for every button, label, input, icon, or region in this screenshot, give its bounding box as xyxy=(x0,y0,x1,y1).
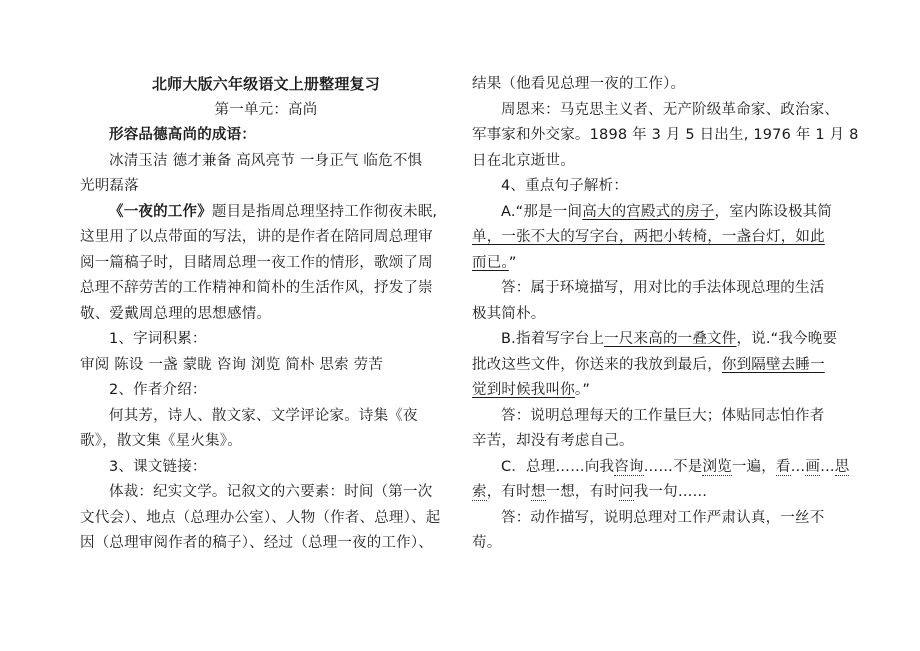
link-heading: 3、课文链接： xyxy=(109,458,207,475)
text-run: … xyxy=(790,458,806,475)
text-run: 一想，有时 xyxy=(545,484,620,500)
author-line: 何其芳，诗人、散文家、文学评论家。诗集《夜 xyxy=(109,407,418,424)
underlined-text: 单，一张不大的写字台，两把小转椅，一盏台灯，如此 xyxy=(472,229,825,245)
lesson-summary-text: 题目是指周总理坚持工作彻夜未眠, xyxy=(211,203,438,220)
dotted-text: 浏览 xyxy=(702,458,732,475)
underlined-text: 而已。 xyxy=(472,254,509,271)
sentence-b-line xyxy=(472,327,844,353)
answer-b-line: 答：说明总理每天的工作量巨大；体贴同志怕作者 xyxy=(501,407,825,424)
sentence-c-line xyxy=(472,480,844,506)
unit-heading: 第一单元：高尚 xyxy=(214,101,318,118)
answer-a-line: 极其简朴。 xyxy=(472,305,546,322)
dotted-text: 画 xyxy=(805,458,821,475)
right-column xyxy=(472,72,859,557)
sentence-b-line xyxy=(472,378,844,404)
sentence-analysis-heading: 4、重点句子解析： xyxy=(501,178,629,194)
text-run: B.指着写字台上 xyxy=(501,331,605,347)
sentence-a-line xyxy=(472,225,844,251)
lesson-summary-line: 这里用了以点带面的写法，讲的是作者在陪同周总理审 xyxy=(80,229,433,245)
dotted-text: 索 xyxy=(472,484,487,500)
left-column xyxy=(80,72,452,557)
lesson-summary-line: 阅一篇稿子时，目睹周总理一夜工作的情形，歌颂了周 xyxy=(80,254,433,271)
text-run: … xyxy=(820,458,835,475)
lesson-summary-line: 总理不辞劳苦的工作精神和简朴的生活作风，抒发了崇 xyxy=(80,280,433,296)
dotted-text: 思 xyxy=(834,458,850,475)
sentence-a-line xyxy=(472,200,844,226)
vocab-words: 审阅 陈设 一盏 蒙眬 咨询 浏览 简朴 思索 劳苦 xyxy=(80,356,384,373)
text-run: ……不是 xyxy=(643,458,703,475)
text-run: ，有时 xyxy=(486,484,531,500)
text-run: C．总理……向我 xyxy=(501,458,615,475)
sentence-a-line xyxy=(472,251,844,277)
sentence-c-line xyxy=(472,455,850,481)
underlined-text: 高大的宫殿式的房子 xyxy=(582,203,715,220)
idioms-line: 冰清玉洁 德才兼备 高风亮节 一身正气 临危不惧 xyxy=(109,152,423,169)
dotted-text: 看 xyxy=(775,458,791,475)
sentence-b-line xyxy=(472,353,844,379)
text-run: ” xyxy=(508,254,517,271)
author-heading: 2、作者介绍： xyxy=(109,382,207,398)
dotted-text: 问 xyxy=(619,484,634,500)
answer-b-line: 辛苦，却没有考虑自己。 xyxy=(472,433,634,449)
author-line: 歌》，散文集《星火集》。 xyxy=(80,433,242,449)
zhou-line: 日在北京逝世。 xyxy=(472,152,575,169)
link-line: 因（总理审阅作者的稿子）、经过（总理一夜的工作）、 xyxy=(80,535,433,551)
zhou-line: 周恩来：马克思主义者、无产阶级革命家、政治家、 xyxy=(501,101,840,118)
text-run: 批改这些文件，你送来的我放到最后， xyxy=(472,356,722,373)
lesson-title: 《一夜的工作》 xyxy=(109,203,212,220)
text-run: 一遍， xyxy=(731,458,776,475)
answer-c-line: 苟。 xyxy=(472,535,502,551)
document-title: 北师大版六年级语文上册整理复习 xyxy=(151,75,380,93)
answer-c-line: 答：动作描写，说明总理对工作严肃认真，一丝不 xyxy=(501,509,825,526)
underlined-text: 一尺来高的一叠文件 xyxy=(604,331,737,347)
link-line: 文代会）、地点（总理办公室）、人物（作者、总理）、起 xyxy=(80,509,441,526)
idiom-heading: 形容品德高尚的成语： xyxy=(109,127,256,143)
idioms-line: 光明磊落 xyxy=(80,178,139,194)
answer-a-line: 答：属于环境描写，用对比的手法体现总理的生活 xyxy=(501,280,825,296)
dotted-text: 想 xyxy=(530,484,546,500)
text-run: ，室内陈设极其简 xyxy=(714,203,833,220)
lesson-summary-line: 敬、爱戴周总理的思想感情。 xyxy=(80,305,272,322)
dotted-text: 咨询 xyxy=(614,458,644,475)
underlined-text: 你到隔壁去睡一 xyxy=(721,356,825,373)
link-line: 体裁：纪实文学。记叙文的六要素：时间（第一次 xyxy=(109,484,433,500)
link-line: 结果（他看见总理一夜的工作）。 xyxy=(472,76,686,92)
text-run: ，说.“我今晚要 xyxy=(736,331,838,347)
text-run: A.“那是一间 xyxy=(501,203,583,220)
underlined-text: 觉到时候我叫你 xyxy=(472,382,575,398)
lesson-summary-line xyxy=(80,200,452,226)
text-run: 。” xyxy=(574,382,591,398)
zhou-line: 军事家和外交家。1898 年 3 月 5 日出生, 1976 年 1 月 8 xyxy=(472,127,859,143)
vocab-heading: 1、字词积累： xyxy=(109,331,207,347)
text-run: 我一句…… xyxy=(633,484,708,500)
